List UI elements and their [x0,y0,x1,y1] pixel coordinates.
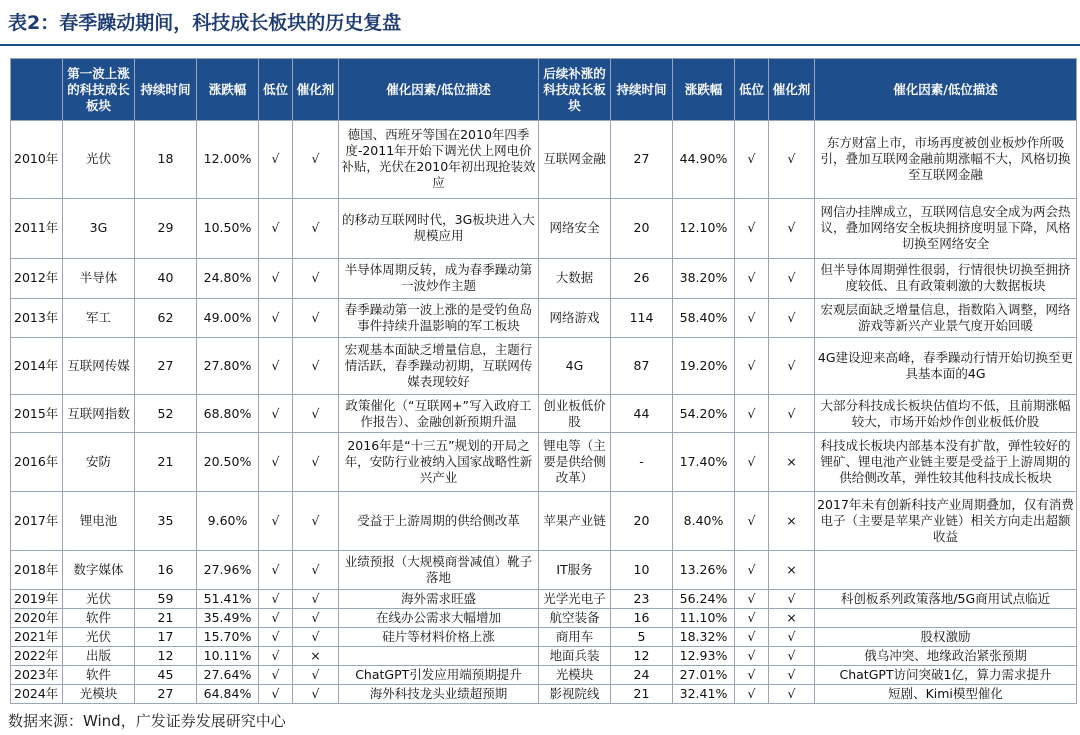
description-cell: 业绩预报（大规模商誉减值）靴子落地 [339,550,539,590]
sector-cell: 安防 [63,432,135,491]
column-header: 催化因素/低位描述 [815,59,1077,121]
duration-cell: 29 [135,198,197,258]
followup-sector-cell: 影视院线 [539,685,611,704]
followup-change-cell: 19.20% [673,338,735,395]
table-row [11,666,1077,685]
sector-cell: 锂电池 [63,491,135,550]
followup-sector-cell: 互联网金融 [539,121,611,199]
followup-duration-cell: 44 [611,395,673,433]
description-cell: 的移动互联网时代，3G板块进入大规模应用 [339,198,539,258]
description-cell: 在线办公需求大幅增加 [339,609,539,628]
sector-cell: 光模块 [63,685,135,704]
followup-sector-cell: 光模块 [539,666,611,685]
followup-sector-cell: 苹果产业链 [539,491,611,550]
followup-catalyst-cell: √ [769,298,815,338]
table-row [11,685,1077,704]
catalyst-cell: × [293,647,339,666]
low-cell: √ [259,338,293,395]
followup-duration-cell: 12 [611,647,673,666]
description-cell: 2016年是“十三五”规划的开局之年，安防行业被纳入国家战略性新兴产业 [339,432,539,491]
followup-description-cell: 大部分科技成长板块估值均不低，且前期涨幅较大，市场开始炒作创业板低价股 [815,395,1077,433]
column-header: 涨跌幅 [197,59,259,121]
low-cell: √ [259,647,293,666]
low-cell: √ [259,666,293,685]
followup-change-cell: 12.93% [673,647,735,666]
description-cell: 宏观基本面缺乏增量信息，主题行情活跃，春季躁动初期，互联网传媒表现较好 [339,338,539,395]
duration-cell: 12 [135,647,197,666]
history-table [10,58,1077,704]
year-cell: 2015年 [11,395,63,433]
low-cell: √ [259,432,293,491]
followup-description-cell: 网信办挂牌成立，互联网信息安全成为两会热议，叠加网络安全板块拥挤度明显下降，风格切换至网络安全 [815,198,1077,258]
low-cell: √ [259,550,293,590]
year-cell: 2013年 [11,298,63,338]
followup-change-cell: 56.24% [673,590,735,609]
followup-catalyst-cell: √ [769,338,815,395]
duration-cell: 27 [135,338,197,395]
column-header [11,59,63,121]
description-cell: 硅片等材料价格上涨 [339,628,539,647]
year-cell: 2023年 [11,666,63,685]
column-header: 第一波上涨的科技成长板块 [63,59,135,121]
followup-change-cell: 18.32% [673,628,735,647]
table-row [11,338,1077,395]
sector-cell: 3G [63,198,135,258]
followup-low-cell: √ [735,432,769,491]
duration-cell: 35 [135,491,197,550]
column-header: 涨跌幅 [673,59,735,121]
followup-change-cell: 12.10% [673,198,735,258]
year-cell: 2014年 [11,338,63,395]
year-cell: 2022年 [11,647,63,666]
column-header: 低位 [259,59,293,121]
followup-description-cell: 宏观层面缺乏增量信息，指数陷入调整，网络游戏等新兴产业景气度开始回暖 [815,298,1077,338]
followup-catalyst-cell: × [769,550,815,590]
change-cell: 51.41% [197,590,259,609]
followup-description-cell: 4G建设迎来高峰，春季躁动行情开始切换至更具基本面的4G [815,338,1077,395]
year-cell: 2024年 [11,685,63,704]
followup-duration-cell: 5 [611,628,673,647]
duration-cell: 27 [135,685,197,704]
followup-low-cell: √ [735,609,769,628]
duration-cell: 21 [135,432,197,491]
sector-cell: 数字媒体 [63,550,135,590]
table-row [11,432,1077,491]
followup-catalyst-cell: √ [769,198,815,258]
year-cell: 2018年 [11,550,63,590]
followup-duration-cell: 16 [611,609,673,628]
duration-cell: 17 [135,628,197,647]
followup-low-cell: √ [735,395,769,433]
followup-duration-cell: 20 [611,198,673,258]
followup-catalyst-cell: × [769,491,815,550]
followup-sector-cell: 光学光电子 [539,590,611,609]
description-cell: 春季躁动第一波上涨的是受钓鱼岛事件持续升温影响的军工板块 [339,298,539,338]
followup-change-cell: 11.10% [673,609,735,628]
catalyst-cell: √ [293,258,339,298]
catalyst-cell: √ [293,198,339,258]
followup-low-cell: √ [735,121,769,199]
change-cell: 15.70% [197,628,259,647]
followup-low-cell: √ [735,666,769,685]
table-row [11,550,1077,590]
sector-cell: 软件 [63,666,135,685]
followup-catalyst-cell: √ [769,258,815,298]
column-header: 催化剂 [769,59,815,121]
table-row [11,491,1077,550]
catalyst-cell: √ [293,298,339,338]
followup-sector-cell: 创业板低价股 [539,395,611,433]
followup-duration-cell: - [611,432,673,491]
followup-sector-cell: 4G [539,338,611,395]
low-cell: √ [259,395,293,433]
low-cell: √ [259,258,293,298]
catalyst-cell: √ [293,666,339,685]
followup-low-cell: √ [735,198,769,258]
followup-description-cell: 但半导体周期弹性很弱，行情很快切换至拥挤度较低、且有政策刺激的大数据板块 [815,258,1077,298]
followup-description-cell: 俄乌冲突、地缘政治紧张预期 [815,647,1077,666]
description-cell: 德国、西班牙等国在2010年四季度-2011年开始下调光伏上网电价补贴，光伏在2010年初出现抢装效应 [339,121,539,199]
followup-description-cell: 科创板系列政策落地/5G商用试点临近 [815,590,1077,609]
table-row [11,628,1077,647]
sector-cell: 互联网传媒 [63,338,135,395]
followup-low-cell: √ [735,590,769,609]
change-cell: 68.80% [197,395,259,433]
column-header: 持续时间 [611,59,673,121]
followup-sector-cell: IT服务 [539,550,611,590]
followup-low-cell: √ [735,491,769,550]
duration-cell: 16 [135,550,197,590]
table-row [11,647,1077,666]
change-cell: 10.11% [197,647,259,666]
year-cell: 2019年 [11,590,63,609]
followup-description-cell [815,550,1077,590]
followup-duration-cell: 26 [611,258,673,298]
history-table-container [10,58,1076,704]
followup-catalyst-cell: × [769,609,815,628]
followup-low-cell: √ [735,298,769,338]
followup-description-cell: 东方财富上市，市场再度被创业板炒作所吸引，叠加互联网金融前期涨幅不大，风格切换至互联网金融 [815,121,1077,199]
followup-duration-cell: 21 [611,685,673,704]
followup-change-cell: 13.26% [673,550,735,590]
duration-cell: 62 [135,298,197,338]
followup-low-cell: √ [735,628,769,647]
sector-cell: 光伏 [63,590,135,609]
followup-catalyst-cell: × [769,432,815,491]
catalyst-cell: √ [293,338,339,395]
low-cell: √ [259,628,293,647]
title-divider [0,44,1080,46]
followup-duration-cell: 27 [611,121,673,199]
followup-catalyst-cell: √ [769,647,815,666]
followup-description-cell: 股权激励 [815,628,1077,647]
year-cell: 2011年 [11,198,63,258]
change-cell: 64.84% [197,685,259,704]
year-cell: 2021年 [11,628,63,647]
page-title: 表2：春季躁动期间，科技成长板块的历史复盘 [8,12,402,34]
followup-low-cell: √ [735,647,769,666]
followup-low-cell: √ [735,550,769,590]
followup-catalyst-cell: √ [769,628,815,647]
low-cell: √ [259,121,293,199]
table-row [11,121,1077,199]
followup-low-cell: √ [735,685,769,704]
change-cell: 35.49% [197,609,259,628]
followup-change-cell: 54.20% [673,395,735,433]
followup-sector-cell: 商用车 [539,628,611,647]
sector-cell: 光伏 [63,121,135,199]
table-header-row [11,59,1077,121]
followup-sector-cell: 网络安全 [539,198,611,258]
change-cell: 10.50% [197,198,259,258]
followup-duration-cell: 20 [611,491,673,550]
followup-description-cell: ChatGPT访问突破1亿，算力需求提升 [815,666,1077,685]
description-cell: 政策催化（“互联网+”写入政府工作报告）、金融创新预期升温 [339,395,539,433]
followup-sector-cell: 地面兵装 [539,647,611,666]
low-cell: √ [259,609,293,628]
table-row [11,395,1077,433]
catalyst-cell: √ [293,491,339,550]
year-cell: 2017年 [11,491,63,550]
followup-change-cell: 38.20% [673,258,735,298]
change-cell: 27.64% [197,666,259,685]
column-header: 低位 [735,59,769,121]
duration-cell: 45 [135,666,197,685]
column-header: 后续补涨的科技成长板块 [539,59,611,121]
followup-duration-cell: 23 [611,590,673,609]
sector-cell: 军工 [63,298,135,338]
change-cell: 49.00% [197,298,259,338]
followup-change-cell: 27.01% [673,666,735,685]
table-row [11,298,1077,338]
catalyst-cell: √ [293,628,339,647]
change-cell: 27.80% [197,338,259,395]
duration-cell: 18 [135,121,197,199]
followup-duration-cell: 114 [611,298,673,338]
change-cell: 20.50% [197,432,259,491]
sector-cell: 互联网指数 [63,395,135,433]
followup-low-cell: √ [735,338,769,395]
duration-cell: 59 [135,590,197,609]
low-cell: √ [259,198,293,258]
change-cell: 12.00% [197,121,259,199]
change-cell: 9.60% [197,491,259,550]
followup-description-cell: 2017年未有创新科技产业周期叠加，仅有消费电子（主要是苹果产业链）相关方向走出超额收益 [815,491,1077,550]
followup-low-cell: √ [735,258,769,298]
table-row [11,590,1077,609]
followup-duration-cell: 87 [611,338,673,395]
change-cell: 27.96% [197,550,259,590]
followup-change-cell: 8.40% [673,491,735,550]
followup-duration-cell: 24 [611,666,673,685]
followup-description-cell: 科技成长板块内部基本没有扩散，弹性较好的锂矿、锂电池产业链主要是受益于上游周期的供给侧改革，弹性较其他科技成长板块 [815,432,1077,491]
followup-sector-cell: 锂电等（主要是供给侧改革） [539,432,611,491]
duration-cell: 21 [135,609,197,628]
year-cell: 2012年 [11,258,63,298]
description-cell: 海外需求旺盛 [339,590,539,609]
table-row [11,198,1077,258]
followup-sector-cell: 大数据 [539,258,611,298]
catalyst-cell: √ [293,395,339,433]
followup-duration-cell: 10 [611,550,673,590]
year-cell: 2016年 [11,432,63,491]
low-cell: √ [259,491,293,550]
followup-catalyst-cell: √ [769,590,815,609]
followup-change-cell: 32.41% [673,685,735,704]
source-note: 数据来源：Wind，广发证券发展研究中心 [8,712,286,730]
followup-sector-cell: 航空装备 [539,609,611,628]
followup-catalyst-cell: √ [769,666,815,685]
followup-change-cell: 44.90% [673,121,735,199]
description-cell: 海外科技龙头业绩超预期 [339,685,539,704]
year-cell: 2010年 [11,121,63,199]
change-cell: 24.80% [197,258,259,298]
followup-description-cell [815,609,1077,628]
description-cell: ChatGPT引发应用端预期提升 [339,666,539,685]
followup-description-cell: 短剧、Kimi模型催化 [815,685,1077,704]
description-cell [339,647,539,666]
followup-catalyst-cell: √ [769,685,815,704]
column-header: 催化剂 [293,59,339,121]
duration-cell: 40 [135,258,197,298]
catalyst-cell: √ [293,432,339,491]
catalyst-cell: √ [293,609,339,628]
low-cell: √ [259,298,293,338]
column-header: 催化因素/低位描述 [339,59,539,121]
year-cell: 2020年 [11,609,63,628]
low-cell: √ [259,685,293,704]
sector-cell: 光伏 [63,628,135,647]
table-row [11,609,1077,628]
followup-sector-cell: 网络游戏 [539,298,611,338]
table-row [11,258,1077,298]
sector-cell: 半导体 [63,258,135,298]
sector-cell: 软件 [63,609,135,628]
sector-cell: 出版 [63,647,135,666]
followup-catalyst-cell: √ [769,121,815,199]
catalyst-cell: √ [293,590,339,609]
followup-change-cell: 58.40% [673,298,735,338]
table-body [11,121,1077,704]
description-cell: 半导体周期反转，成为春季躁动第一波炒作主题 [339,258,539,298]
catalyst-cell: √ [293,121,339,199]
low-cell: √ [259,590,293,609]
followup-change-cell: 17.40% [673,432,735,491]
catalyst-cell: √ [293,685,339,704]
catalyst-cell: √ [293,550,339,590]
description-cell: 受益于上游周期的供给侧改革 [339,491,539,550]
column-header: 持续时间 [135,59,197,121]
duration-cell: 52 [135,395,197,433]
followup-catalyst-cell: √ [769,395,815,433]
